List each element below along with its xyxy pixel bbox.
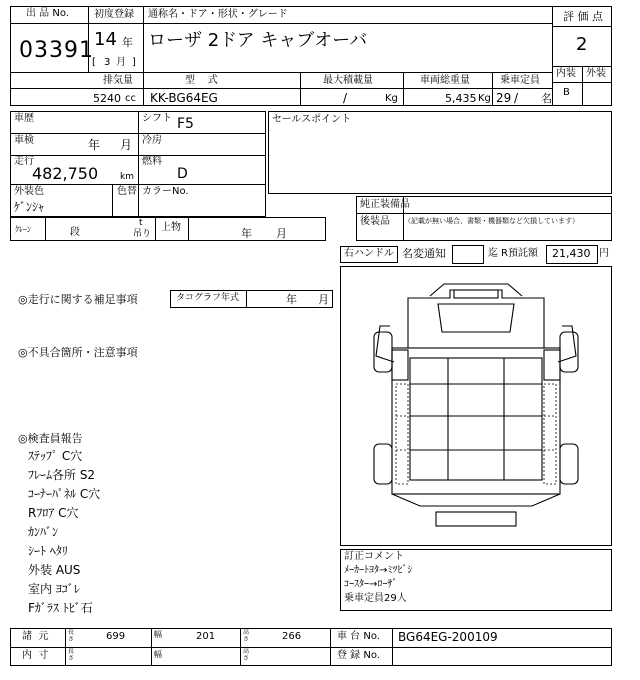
capacity-unit: 名 xyxy=(541,92,552,105)
cc-unit: cc xyxy=(125,93,136,104)
interior-grade: B xyxy=(563,87,570,98)
list-item: ｽﾃｯﾌﾟ C穴 xyxy=(28,449,83,463)
interior-dims-label: 内 寸 xyxy=(22,650,49,661)
body-label: 上物 xyxy=(161,222,181,233)
list-item: ｼｰﾄ ﾍﾀﾘ xyxy=(28,544,68,558)
gross-weight: 5,435 xyxy=(445,92,477,105)
displacement: 5240 xyxy=(93,92,121,105)
header-frame xyxy=(10,6,612,106)
inspection-month-unit: 月 xyxy=(120,138,133,152)
list-item: ﾌﾚｰﾑ各所 S2 xyxy=(28,468,96,482)
model-code: KK-BG64EG xyxy=(150,91,218,105)
registration-label: 登 録 No. xyxy=(337,650,380,661)
roof-panel xyxy=(410,358,542,480)
list-item: ｶﾝﾊﾞﾝ xyxy=(28,525,59,539)
capacity: 29 xyxy=(496,91,512,105)
crane-lift-label: 吊り xyxy=(133,229,152,239)
fuel-label: 燃料 xyxy=(142,156,162,167)
deposit-until-label: 迄 xyxy=(488,248,498,259)
history-label: 車歴 xyxy=(14,113,34,124)
capacity-slash: / xyxy=(514,91,519,105)
month-close-bracket: ] xyxy=(132,57,136,68)
height-value: 266 xyxy=(282,631,302,642)
list-item: 外装 AUS xyxy=(28,563,81,577)
max-load-unit: Kg xyxy=(385,93,398,104)
tachograph-month-unit: 月 xyxy=(318,293,329,306)
exterior-grade-label: 外装 xyxy=(586,68,606,79)
windshield xyxy=(438,304,514,332)
recycle-amount: 21,430 xyxy=(552,247,591,260)
overall-grade: 2 xyxy=(576,34,588,55)
correction-line: ﾒｰｶｰﾄﾖﾀ→ﾐﾂﾋﾞｼ xyxy=(344,565,413,576)
month-unit: 月 xyxy=(116,57,126,68)
max-load: / xyxy=(343,91,348,105)
right-door xyxy=(544,350,560,380)
cab-outline xyxy=(408,290,544,348)
height-label: 高さ xyxy=(243,629,250,643)
supplement-label: ◎走行に関する補足事項 xyxy=(18,293,138,306)
standard-equipment-label: 純正装備品 xyxy=(360,199,410,210)
shift-value: F5 xyxy=(177,116,194,132)
capacity-label: 乗車定員 xyxy=(500,75,540,86)
sales-points-label: セールスポイント xyxy=(272,114,352,125)
ac-label: 冷房 xyxy=(142,135,162,146)
interior-length-label: 長さ xyxy=(68,648,75,662)
exterior-color: ｹﾞﾝｼｬ xyxy=(14,200,45,214)
right-hand-drive: 右ハンドル xyxy=(344,248,394,259)
color-change-label: 色替 xyxy=(117,186,137,197)
list-item: Rﾌﾛｱ C穴 xyxy=(28,506,79,520)
fuel-value: D xyxy=(177,166,188,182)
correction-line: ｺｰｽﾀｰ→ﾛｰｻﾞ xyxy=(344,579,398,590)
crane-stage-unit: 段 xyxy=(70,227,80,238)
body-month-unit: 月 xyxy=(276,227,287,240)
crane-ton-unit: t xyxy=(139,218,143,228)
name-change-label: 名変通知 xyxy=(402,247,446,260)
inspection-label: 車検 xyxy=(14,135,34,146)
rear-panel xyxy=(392,494,560,506)
inspector-report-label: ◎検査員報告 xyxy=(18,432,83,445)
length-value: 699 xyxy=(106,631,126,642)
first-reg-month: 3 xyxy=(104,57,111,68)
lot-number: 03391 xyxy=(19,38,94,63)
interior-grade-label: 内装 xyxy=(556,68,576,79)
recycle-label: R預託額 xyxy=(501,248,538,259)
body-year-unit: 年 xyxy=(241,227,252,240)
name-change-box xyxy=(452,245,484,264)
left-door xyxy=(392,350,408,380)
model-grade-label: 通称名・ドア・形状・グレード xyxy=(148,9,288,20)
rear-right-wheel xyxy=(560,444,578,484)
left-mirror xyxy=(376,326,394,362)
gross-weight-label: 車両総重量 xyxy=(420,75,470,86)
interior-width-label: 幅 xyxy=(154,650,162,659)
rear-bumper xyxy=(436,512,516,526)
grade-label: 評 価 点 xyxy=(563,10,603,23)
aftermarket-note: （記載が無い場合、書類・機器類など欠損しています） xyxy=(404,217,579,225)
roof-hatch xyxy=(454,290,498,298)
chassis-number: BG64EG-200109 xyxy=(398,630,498,644)
max-load-label: 最大積載量 xyxy=(323,75,373,86)
mileage-label: 走行 xyxy=(14,156,34,167)
vehicle-diagram xyxy=(340,266,612,546)
yen-unit: 円 xyxy=(599,248,609,259)
chassis-label: 車 台 No. xyxy=(337,631,380,642)
gross-weight-unit: Kg xyxy=(478,93,491,104)
list-item: 室内 ﾖｺﾞﾚ xyxy=(28,582,80,596)
color-code-label: カラーNo. xyxy=(142,186,189,197)
inspector-items xyxy=(28,447,100,618)
right-side-panels xyxy=(544,384,556,484)
width-label: 幅 xyxy=(154,630,162,639)
mileage-value: 482,750 xyxy=(32,164,99,183)
width-value: 201 xyxy=(196,631,216,642)
length-label: 長さ xyxy=(68,629,75,643)
model-name: ローザ 2ドア キャブオーバ xyxy=(148,30,368,51)
rear-left-wheel xyxy=(374,444,392,484)
dims-label: 諸 元 xyxy=(22,631,49,642)
shift-label: シフト xyxy=(142,113,172,124)
list-item: Fｶﾞﾗｽ ﾄﾋﾞ石 xyxy=(28,601,93,615)
displacement-label: 排気量 xyxy=(103,75,133,86)
body-outline xyxy=(392,348,560,494)
first-registration-label: 初度登録 xyxy=(94,9,134,20)
defects-label: ◎不具合箇所・注意事項 xyxy=(18,346,138,359)
correction-label: 訂正コメント xyxy=(344,551,404,562)
list-item: ｺｰﾅｰﾊﾟﾈﾙ C穴 xyxy=(28,487,101,501)
mileage-unit: km xyxy=(120,172,134,182)
year-unit: 年 xyxy=(122,36,133,49)
month-open-bracket: [ xyxy=(92,57,96,68)
tachograph-label: タコグラフ年式 xyxy=(176,293,240,303)
exterior-color-label: 外装色 xyxy=(14,186,44,197)
aftermarket-label: 後装品 xyxy=(360,216,390,227)
first-reg-year: 14 xyxy=(94,29,117,50)
interior-height-label: 高さ xyxy=(243,648,250,662)
crane-label: ｸﾚｰﾝ xyxy=(15,225,31,234)
lot-label: 出 品 No. xyxy=(26,8,69,19)
left-side-panels xyxy=(396,384,408,484)
right-mirror xyxy=(558,326,576,362)
model-code-label: 型 式 xyxy=(185,75,218,86)
correction-line: 乗車定員29人 xyxy=(344,593,407,604)
inspection-year-unit: 年 xyxy=(88,138,101,152)
tachograph-year-unit: 年 xyxy=(286,293,297,306)
